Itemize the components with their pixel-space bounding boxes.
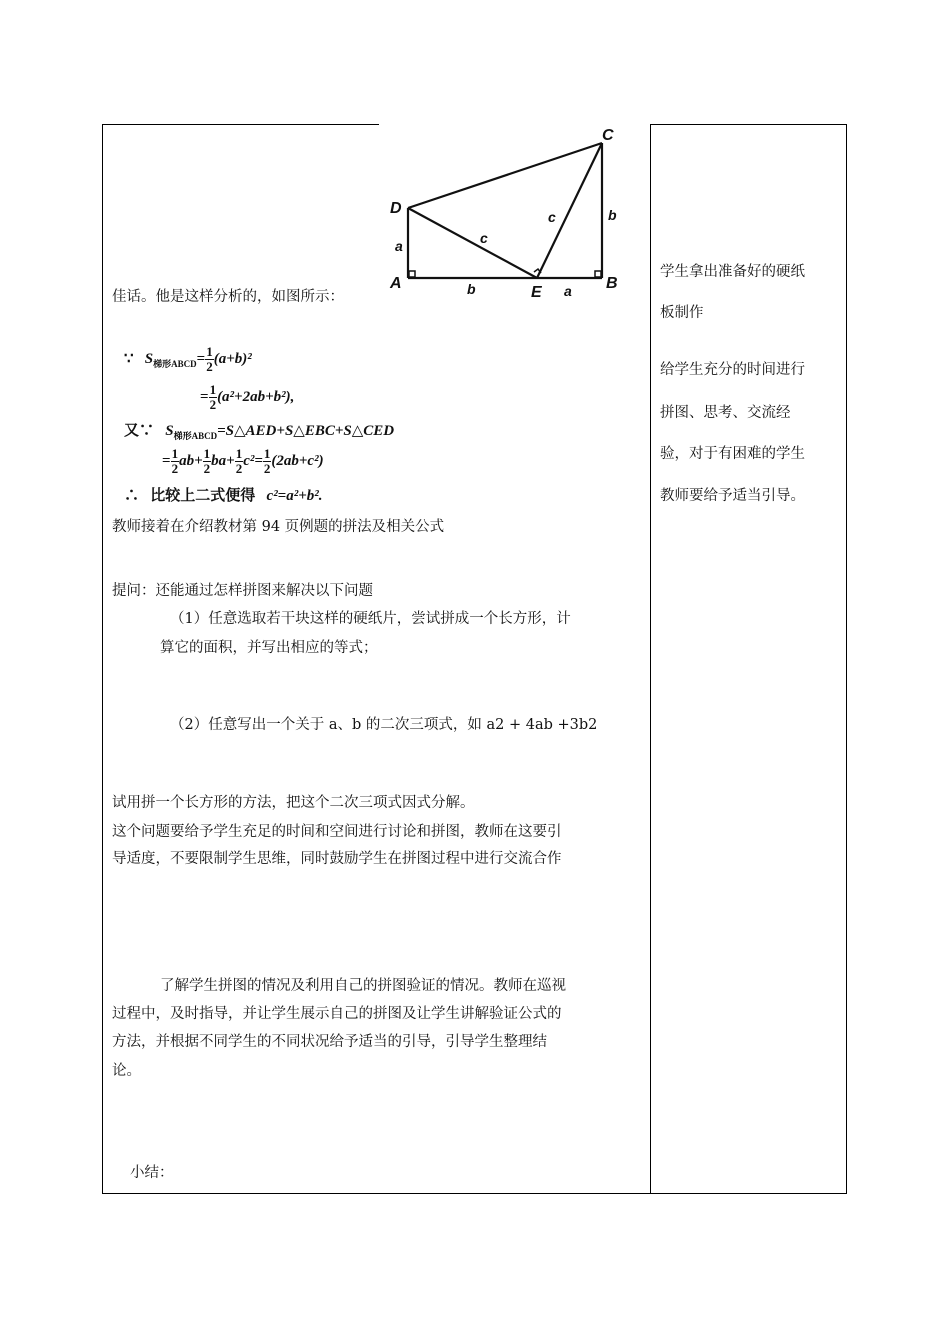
proof-line-2-rhs: (a²+2ab+b²), xyxy=(217,388,295,405)
table-column-divider xyxy=(650,124,651,1194)
label-a-vertex: A xyxy=(390,275,402,292)
fraction-half xyxy=(171,447,180,476)
trapezoid-diagram xyxy=(380,120,630,300)
fraction-half xyxy=(209,383,218,412)
right-note-line-3: 给学生充分的时间进行 xyxy=(660,362,805,378)
numerator: 1 xyxy=(171,446,179,461)
numerator: 1 xyxy=(203,446,211,461)
right-note-line-5: 验，对于有困难的学生 xyxy=(660,446,805,462)
proof-line-1-rhs: (a+b)² xyxy=(213,350,252,367)
question-2: （2）任意写出一个关于 a、b 的二次三项式，如 a2 + 4ab +3b2 xyxy=(170,717,598,733)
paragraph-question: 提问：还能通过怎样拼图来解决以下问题 xyxy=(112,583,373,599)
label-side-b: b xyxy=(467,281,476,297)
question-1-line-2: 算它的面积，并写出相应的等式； xyxy=(160,640,378,656)
right-note-line-4: 拼图、思考、交流经 xyxy=(660,405,791,421)
label-side-c-de: c xyxy=(480,230,488,246)
summary-label: 小结： xyxy=(130,1165,174,1181)
paragraph-review-line-4: 论。 xyxy=(112,1063,141,1079)
also-because: 又∵ xyxy=(124,423,155,439)
paragraph-review-line-1: 了解学生拼图的情况及利用自己的拼图验证的情况。教师在巡视 xyxy=(160,978,566,994)
numerator: 1 xyxy=(263,446,271,461)
intro-text: 佳话。他是这样分析的，如图所示： xyxy=(112,289,344,305)
denominator: 2 xyxy=(209,397,217,412)
denominator: 2 xyxy=(206,359,213,374)
right-angle-a xyxy=(409,271,415,277)
term-c2: c²= xyxy=(243,452,263,469)
right-angle-b xyxy=(595,271,601,277)
table-border-bottom xyxy=(102,1193,847,1194)
area-subscript: 梯形ABCD xyxy=(173,431,218,441)
conclusion-text: 比较上二式便得 xyxy=(150,488,256,504)
table-border-left xyxy=(102,124,103,1194)
denominator: 2 xyxy=(263,461,271,476)
area-subscript: 梯形ABCD xyxy=(153,358,197,369)
paragraph-guidance-line-2: 导适度，不要限制学生思维，同时鼓励学生在拼图过程中进行交流合作 xyxy=(112,851,562,867)
area-symbol: S xyxy=(165,423,174,439)
right-note-line-2: 板制作 xyxy=(660,305,704,321)
conclusion-formula: c²=a²+b². xyxy=(266,488,323,504)
table-border-top-right xyxy=(650,124,847,125)
right-note-line-6: 教师要给予适当引导。 xyxy=(660,488,805,504)
segment-de xyxy=(408,208,537,278)
denominator: 2 xyxy=(171,461,179,476)
area-symbol: S xyxy=(144,350,154,367)
numerator: 1 xyxy=(235,446,243,461)
segment-ec xyxy=(537,143,602,278)
paragraph-review-line-2: 过程中，及时指导，并让学生展示自己的拼图及让学生讲解验证公式的 xyxy=(112,1006,562,1022)
equals-sign: = xyxy=(162,452,171,469)
question-1-line-1: （1）任意选取若干块这样的硬纸片，尝试拼成一个长方形，计 xyxy=(170,611,571,627)
label-side-c-ec: c xyxy=(548,209,556,225)
equals-sign: = xyxy=(196,350,206,367)
paragraph-factor: 试用拼一个长方形的方法，把这个二次三项式因式分解。 xyxy=(112,795,475,811)
paragraph-guidance-line-1: 这个问题要给予学生充足的时间和空间进行讨论和拼图，教师在这要引 xyxy=(112,824,562,840)
table-border-right xyxy=(846,124,847,1194)
label-c-vertex: C xyxy=(602,127,614,144)
label-side-a: a xyxy=(395,238,403,254)
numerator: 1 xyxy=(206,344,213,359)
term-ab: ab+ xyxy=(179,452,203,469)
fraction-half xyxy=(205,345,214,374)
fraction-half xyxy=(203,447,212,476)
denominator: 2 xyxy=(203,461,211,476)
paragraph-textbook: 教师接着在介绍教材第 94 页例题的拼法及相关公式 xyxy=(112,519,445,535)
term-ba: ba+ xyxy=(211,452,235,469)
paragraph-review-line-3: 方法，并根据不同学生的不同状况给予适当的引导，引导学生整理结 xyxy=(112,1034,547,1050)
therefore-symbol: ∴ xyxy=(124,488,140,504)
proof-line-2 xyxy=(200,383,294,412)
proof-line-1 xyxy=(124,345,252,374)
proof-line-3-rhs: =S△AED+S△EBC+S△CED xyxy=(217,423,395,439)
right-note-line-1: 学生拿出准备好的硬纸 xyxy=(660,264,805,280)
label-side-a-bottom: a xyxy=(564,283,572,299)
fraction-half xyxy=(235,447,244,476)
proof-conclusion xyxy=(124,484,323,505)
because-symbol: ∵ xyxy=(124,350,134,367)
segment-dc xyxy=(408,143,602,208)
proof-line-3 xyxy=(124,419,394,442)
numerator: 1 xyxy=(209,382,217,397)
label-b-vertex: B xyxy=(606,275,618,292)
label-e-vertex: E xyxy=(531,284,542,300)
term-final: (2ab+c²) xyxy=(271,452,324,469)
proof-line-4 xyxy=(162,447,324,476)
label-side-b-right: b xyxy=(608,207,617,223)
table-border-top-left xyxy=(102,124,379,125)
equals-sign: = xyxy=(200,388,209,405)
denominator: 2 xyxy=(235,461,243,476)
label-d-vertex: D xyxy=(390,200,402,217)
